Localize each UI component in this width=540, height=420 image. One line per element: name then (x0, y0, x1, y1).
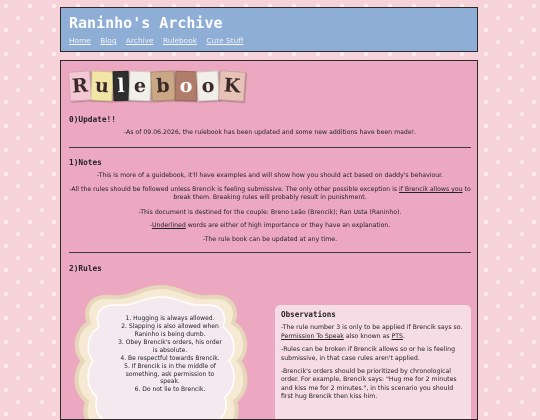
observation-1 (281, 324, 465, 341)
rule-item: 3. Obey Brencik's orders, his order is absolute. (118, 338, 222, 354)
notes-paragraph-2 (69, 186, 471, 203)
divider (69, 252, 471, 253)
nav-blog-link[interactable]: Blog (100, 36, 117, 45)
logo-letter: o (196, 70, 220, 101)
divider (69, 147, 471, 148)
notes-text: to break them. Breaking rules will probably result in punishment. (173, 186, 471, 202)
site-header (60, 7, 478, 52)
logo-letter: b (150, 70, 176, 101)
logo-letter: l (112, 71, 129, 102)
nav-rulebook-link[interactable]: Rulebook (162, 36, 198, 45)
notes-text: -All the rules should be followed unless Brencik is feeling submissive. The only other possible exception is (69, 186, 399, 193)
underlined-link[interactable]: Underlined (151, 222, 186, 229)
observation-text: . (403, 332, 405, 340)
observation-text: -The rule number 3 is only to be applied if Brencik says so. (281, 324, 463, 332)
notes-paragraph-3: -This document is destined for the couple: Breno Leão (Brencik); Ran Usta (Raninho). (138, 209, 402, 216)
observation-2: -Rules can be broken if Brencik allows so or he is feeling submissive, in that case rules aren't applied. (281, 346, 455, 362)
notes-text: - (149, 222, 152, 229)
observation-text: also known as (343, 332, 392, 340)
rule-item: 6. Do not lie to Brencik. (134, 386, 206, 394)
observation-3: -Brencik's orders should be prioritized by chronological order. For example, Brencik says: "Hug me for 2 minutes and kiss me for 2 minutes.", in this scenario you should first hug Brencik then kiss him. (281, 368, 457, 401)
update-text: -As of 09.06.2026, the rulebook has been updated and some new additions have been made!. (123, 129, 417, 136)
site-title: Raninho's Archive (69, 14, 223, 32)
allows-you-link[interactable]: if Brencik allows you (398, 186, 463, 193)
nav-cute-stuff-link[interactable]: Cute Stuff (206, 36, 244, 45)
logo-letter: e (128, 71, 151, 102)
notes-paragraph-5: -The rule book can be updated at any time. (202, 236, 338, 243)
observations-heading: Observations (281, 310, 336, 319)
notes-paragraph-4 (69, 222, 471, 230)
observations-box (275, 305, 471, 420)
rules-heading: 2)Rules (69, 264, 102, 273)
update-heading: 0)Update!! (69, 115, 116, 124)
logo-letter: K (218, 70, 246, 102)
pts-link[interactable]: PTS (391, 332, 403, 340)
nav-home-link[interactable]: Home (69, 36, 91, 45)
notes-paragraph-1: -This is more of a guidebook, it'll have examples and will show how you should act based on daddy's behaviour. (96, 172, 444, 179)
main-nav (69, 36, 469, 45)
permission-to-speak-link[interactable]: Permission To Speak (281, 332, 344, 340)
rules-list (115, 315, 225, 395)
rules-frame (71, 285, 251, 420)
rule-item: 2. Slapping is also allowed when Raninho is being dumb. (121, 323, 219, 338)
rule-item: 4. Be respectful towards Brencik. (120, 354, 220, 362)
notes-text: words are either of high importance or they have an explanation. (185, 222, 391, 229)
notes-heading: 1)Notes (69, 158, 102, 167)
logo-letter: R (68, 70, 92, 101)
logo-letter: u (90, 70, 114, 101)
nav-archive-link[interactable]: Archive (125, 36, 154, 45)
logo-letter: o (174, 71, 197, 102)
rule-item: 5. If Brencik is in the middle of something, ask permission to speak. (124, 362, 216, 386)
main-content (60, 60, 478, 420)
rule-item: 1. Hugging is always allowed. (125, 315, 215, 322)
